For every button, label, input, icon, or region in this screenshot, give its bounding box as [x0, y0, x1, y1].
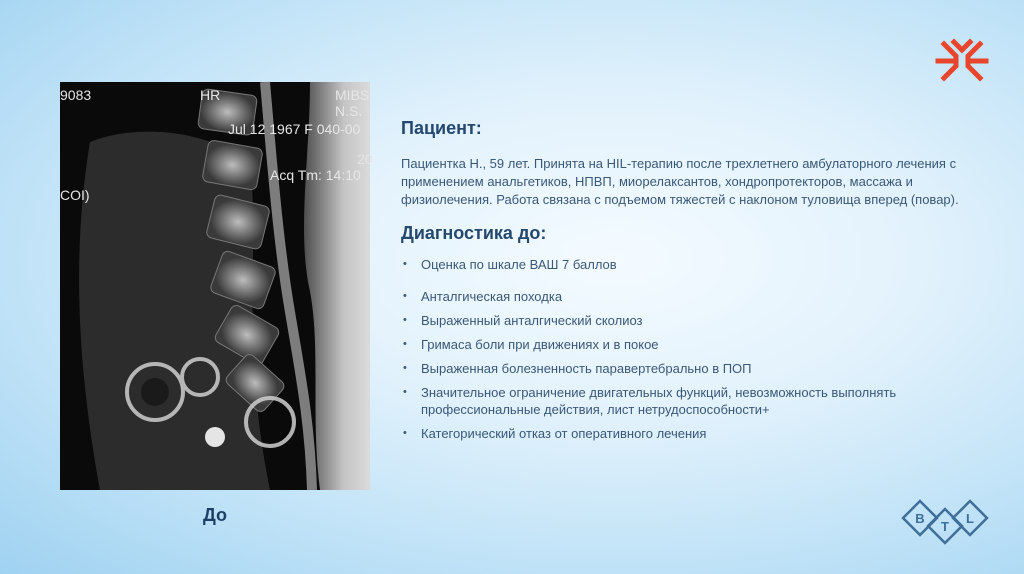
mri-label-initials: N.S. [335, 103, 363, 119]
bullet-icon: • [403, 386, 407, 398]
image-caption: До [202, 505, 228, 525]
patient-heading: Пациент: [401, 118, 482, 138]
list-item: • Категорический отказ от оперативного лечения [403, 426, 707, 441]
list-item: • Выраженный анталгический сколиоз [403, 313, 643, 328]
bullet-icon: • [403, 314, 407, 326]
list-item: • Гримаса боли при движениях и в покое [403, 337, 659, 352]
bullet-icon: • [403, 427, 407, 439]
mri-label-coil: COI) [60, 187, 90, 203]
mri-scan-graphic [60, 82, 370, 490]
bullet-icon: • [403, 290, 407, 302]
mri-label-acq: Acq Tm: 14:10 [270, 167, 361, 183]
mri-image [60, 82, 373, 490]
list-item: • Значительное ограничение двигательных функций, невозможность выполнять профессиональные действия, лист нетрудоспособности+ [403, 385, 897, 417]
diagnostics-list [401, 256, 961, 442]
mri-label-date: Jul 12 1967 F 040-00 [228, 121, 361, 137]
logo-letter: L [966, 511, 974, 526]
slide-content [401, 118, 961, 449]
bullet-icon: • [403, 258, 407, 270]
bullet-icon: • [403, 362, 407, 374]
mri-label-orientation: HR [200, 87, 221, 103]
logo-letter: T [941, 519, 949, 534]
mri-label-number: 20 [357, 151, 373, 167]
diagnostics-heading: Диагностика до: [401, 223, 547, 243]
list-item: • Анталгическая походка [403, 289, 563, 304]
list-item: • Оценка по шкале ВАШ 7 баллов [403, 257, 617, 272]
list-item: • Выраженная болезненность паравертебрально в ПОП [403, 361, 752, 376]
mri-label-id: 9083 [60, 87, 92, 103]
patient-description: Пациентка Н., 59 лет. Принята на HIL-терапию после трехлетнего амбулаторного лечения с применением анальгетиков, НПВП, миорелаксантов, хондропротекторов, массажа и физиолечения. Работа связана с подъемом тяжестей с наклоном туловища вперед (повар). [401, 156, 959, 207]
brand-logo-icon [934, 38, 990, 89]
btl-logo-icon [900, 494, 990, 555]
logo-letter: B [915, 511, 925, 526]
bullet-icon: • [403, 338, 407, 350]
mri-label-institution: MIBS [335, 87, 370, 103]
